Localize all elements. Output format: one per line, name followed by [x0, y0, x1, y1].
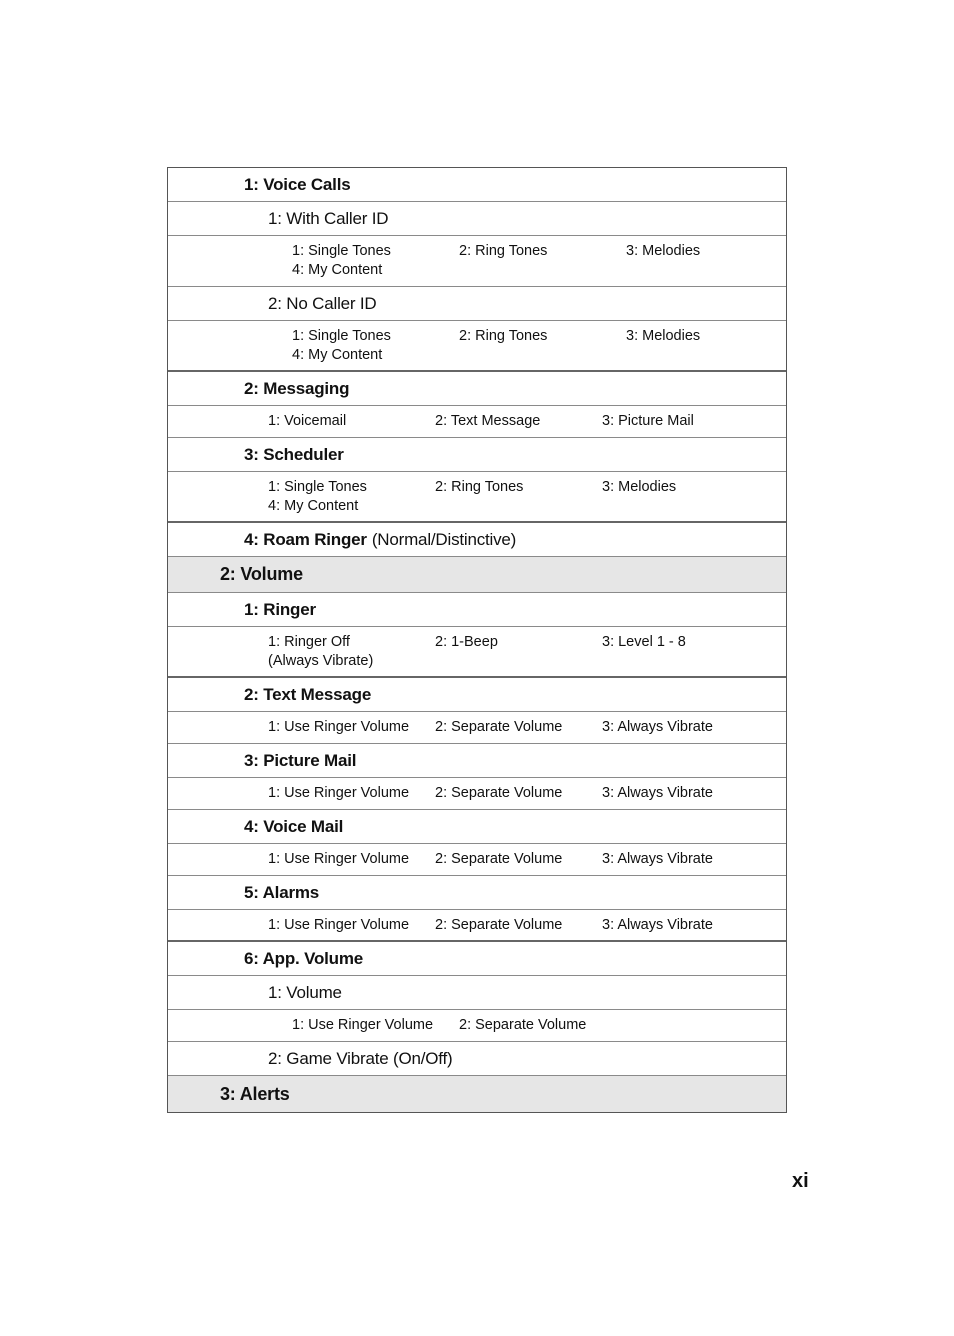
option-ringer-off: 1: Ringer Off	[268, 634, 350, 650]
option-separate-volume: 2: Separate Volume	[435, 785, 563, 801]
menu-item-voice-calls	[168, 168, 786, 202]
menu-section-alerts	[168, 1076, 786, 1112]
option-separate-volume: 2: Separate Volume	[435, 851, 563, 867]
menu-item-ringer	[168, 593, 786, 627]
option-use-ringer-volume: 1: Use Ringer Volume	[292, 1017, 434, 1033]
menu-item-game-vibrate	[168, 1042, 786, 1076]
menu-item-with-caller-id	[168, 202, 786, 236]
menu-item-label: 2: No Caller ID	[268, 293, 377, 313]
option-always-vibrate-note: (Always Vibrate)	[268, 653, 374, 669]
option-single-tones: 1: Single Tones	[292, 328, 391, 344]
options-messaging	[168, 406, 786, 438]
menu-item-label: 1: Ringer	[244, 599, 316, 619]
option-always-vibrate: 3: Always Vibrate	[602, 719, 713, 735]
option-single-tones: 1: Single Tones	[268, 479, 367, 495]
option-separate-volume: 2: Separate Volume	[435, 719, 563, 735]
menu-item-roam-ringer	[168, 523, 786, 557]
menu-item-label: 3: Picture Mail	[244, 750, 357, 770]
option-use-ringer-volume: 1: Use Ringer Volume	[268, 851, 410, 867]
option-always-vibrate: 3: Always Vibrate	[602, 785, 713, 801]
menu-item-label: 2: Text Message	[244, 684, 372, 704]
page-number: xi	[792, 1170, 809, 1192]
menu-item-voice-mail	[168, 810, 786, 844]
option-level: 3: Level 1 - 8	[602, 634, 686, 650]
options-app-volume	[168, 1010, 786, 1042]
option-ring-tones: 2: Ring Tones	[459, 243, 548, 259]
option-melodies: 3: Melodies	[626, 328, 701, 344]
option-melodies: 3: Melodies	[602, 479, 677, 495]
section-label: 3: Alerts	[220, 1083, 290, 1104]
option-always-vibrate: 3: Always Vibrate	[602, 851, 713, 867]
menu-item-label: 5: Alarms	[244, 882, 320, 902]
menu-item-scheduler	[168, 438, 786, 472]
menu-item-label: 4: Roam Ringer	[244, 529, 367, 549]
option-text-message: 2: Text Message	[435, 413, 541, 429]
option-separate-volume: 2: Separate Volume	[435, 917, 563, 933]
option-ring-tones: 2: Ring Tones	[435, 479, 524, 495]
menu-item-app-volume-level	[168, 976, 786, 1010]
menu-item-suffix: (Normal/Distinctive)	[371, 529, 517, 549]
option-use-ringer-volume: 1: Use Ringer Volume	[268, 719, 410, 735]
menu-item-label: 1: With Caller ID	[268, 208, 389, 228]
option-my-content: 4: My Content	[292, 262, 383, 278]
options-voice-mail	[168, 844, 786, 876]
option-my-content: 4: My Content	[268, 498, 359, 514]
options-with-caller-id	[168, 236, 786, 287]
option-single-tones: 1: Single Tones	[292, 243, 391, 259]
menu-item-label: 2: Game Vibrate (On/Off)	[268, 1048, 453, 1068]
option-use-ringer-volume: 1: Use Ringer Volume	[268, 917, 410, 933]
section-label: 2: Volume	[220, 564, 303, 584]
menu-item-text-message	[168, 678, 786, 712]
options-no-caller-id	[168, 321, 786, 372]
option-ring-tones: 2: Ring Tones	[459, 328, 548, 344]
settings-menu-table	[167, 167, 787, 1113]
menu-item-picture-mail	[168, 744, 786, 778]
menu-section-volume	[168, 557, 786, 593]
options-picture-mail	[168, 778, 786, 810]
menu-item-alarms	[168, 876, 786, 910]
menu-item-messaging	[168, 372, 786, 406]
options-scheduler	[168, 472, 786, 523]
option-melodies: 3: Melodies	[626, 243, 701, 259]
menu-item-label: 2: Messaging	[244, 378, 350, 398]
option-my-content: 4: My Content	[292, 347, 383, 363]
option-voicemail: 1: Voicemail	[268, 413, 347, 429]
menu-item-label: 6: App. Volume	[244, 948, 364, 968]
options-ringer	[168, 627, 786, 678]
menu-item-label: 1: Voice Calls	[244, 174, 351, 194]
option-1-beep: 2: 1-Beep	[435, 634, 498, 650]
menu-item-no-caller-id	[168, 287, 786, 321]
options-alarms	[168, 910, 786, 942]
menu-item-app-volume	[168, 942, 786, 976]
options-text-message	[168, 712, 786, 744]
option-use-ringer-volume: 1: Use Ringer Volume	[268, 785, 410, 801]
option-separate-volume: 2: Separate Volume	[459, 1017, 587, 1033]
menu-item-label: 1: Volume	[268, 982, 342, 1002]
option-always-vibrate: 3: Always Vibrate	[602, 917, 713, 933]
menu-item-label: 3: Scheduler	[244, 444, 344, 464]
option-picture-mail: 3: Picture Mail	[602, 413, 694, 429]
menu-item-label: 4: Voice Mail	[244, 816, 344, 836]
